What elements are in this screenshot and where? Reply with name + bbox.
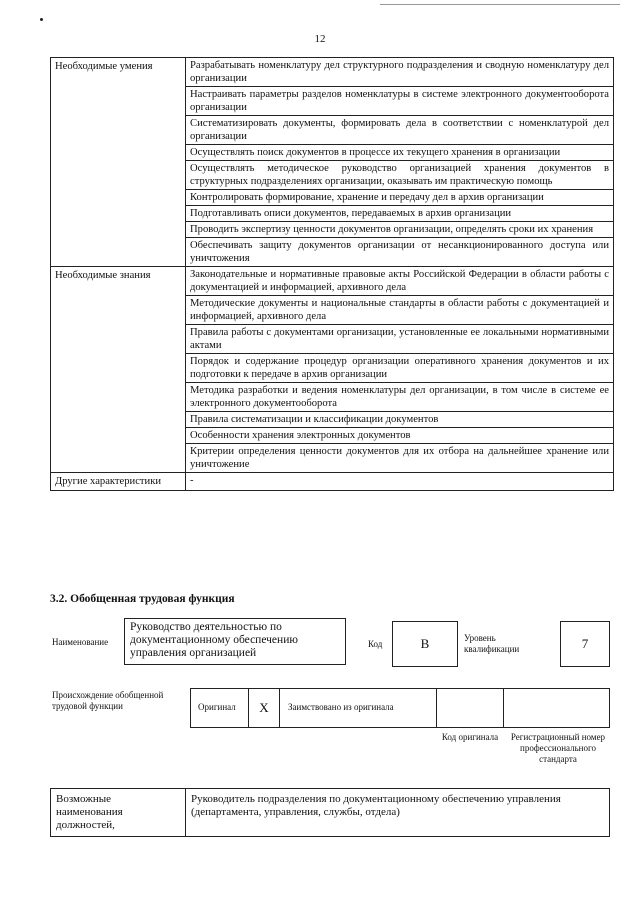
row-item: Проводить экспертизу ценности документов организации, определять сроки их хранения (186, 222, 614, 238)
code-original-label: Код оригинала (441, 732, 499, 742)
row-item: Особенности хранения электронных документов (186, 428, 614, 444)
code-box (392, 621, 458, 667)
row-item: Осуществлять методическое руководство организацией хранения документов в структурных подразделениях организации, оказывать им практическую помощь (186, 161, 614, 190)
code-original-cell (436, 688, 504, 728)
code-value: B (420, 636, 430, 651)
scan-top-line (380, 4, 620, 5)
table-row (51, 58, 614, 87)
level-value: 7 (581, 636, 589, 651)
row-item: Порядок и содержание процедур организации оперативного хранения документов и их подготовки к передаче в архив организации (186, 354, 614, 383)
scan-mark (40, 18, 43, 21)
level-label: Уровень квалификации (464, 633, 520, 654)
row-item: - (186, 473, 614, 491)
row-item: Подготавливать описи документов, передаваемых в архив организации (186, 206, 614, 222)
code-label: Код (368, 639, 383, 649)
function-name-box (124, 618, 346, 665)
row-label: Необходимые умения (51, 58, 186, 267)
row-item: Законодательные и нормативные правовые акты Российской Федерации в области работы с документацией и информацией, архивного дела (186, 267, 614, 296)
row-item: Правила работы с документами организации, установленные ее локальными нормативными актами (186, 325, 614, 354)
skills-table (50, 57, 614, 491)
possible-positions-label: Возможные наименования должностей, (51, 789, 186, 837)
original-mark-box (248, 688, 280, 728)
page-number: 12 (314, 33, 326, 45)
row-item: Разрабатывать номенклатуру дел структурного подразделения и сводную номенклатуру дел организации (186, 58, 614, 87)
row-item: Правила систематизации и классификации документов (186, 412, 614, 428)
row-item: Методические документы и национальные стандарты в области работы с документацией и информацией, архивного дела (186, 296, 614, 325)
row-label: Необходимые знания (51, 267, 186, 473)
table-row (51, 267, 614, 296)
origin-label: Происхождение обобщенной трудовой функции (52, 690, 164, 711)
row-item: Настраивать параметры разделов номенклатуры в системе электронного документооборота организации (186, 87, 614, 116)
row-item: Контролировать формирование, хранение и передачу дел в архив организации (186, 190, 614, 206)
level-box (560, 621, 610, 667)
possible-positions-table (50, 788, 610, 837)
row-item: Систематизировать документы, формировать дела в соответствии с номенклатурой дел организации (186, 116, 614, 145)
name-label: Наименование (52, 637, 109, 647)
row-label: Другие характеристики (51, 473, 186, 491)
function-name-value: Руководство деятельностью по документационному обеспечению управления организацией (130, 621, 298, 659)
table-row (51, 473, 614, 491)
row-item: Обеспечивать защиту документов организации от несанкционированного доступа или уничтожения (186, 238, 614, 267)
borrowed-label: Заимствовано из оригинала (288, 702, 394, 712)
row-item: Методика разработки и ведения номенклатуры дел организации, в том числе в системе ее электронного документооборота (186, 383, 614, 412)
original-mark: X (259, 700, 269, 715)
section-title: 3.2. Обобщенная трудовая функция (50, 593, 235, 605)
row-item: Осуществлять поиск документов в процессе их текущего хранения в организации (186, 145, 614, 161)
possible-positions-value: Руководитель подразделения по документационному обеспечению управления (департамента, управления, службы, отдела) (186, 789, 610, 837)
row-item: Критерии определения ценности документов для их отбора на дальнейшее хранение или уничтожение (186, 444, 614, 473)
reg-number-label: Регистрационный номер профессионального стандарта (510, 732, 606, 764)
original-label: Оригинал (198, 702, 236, 712)
